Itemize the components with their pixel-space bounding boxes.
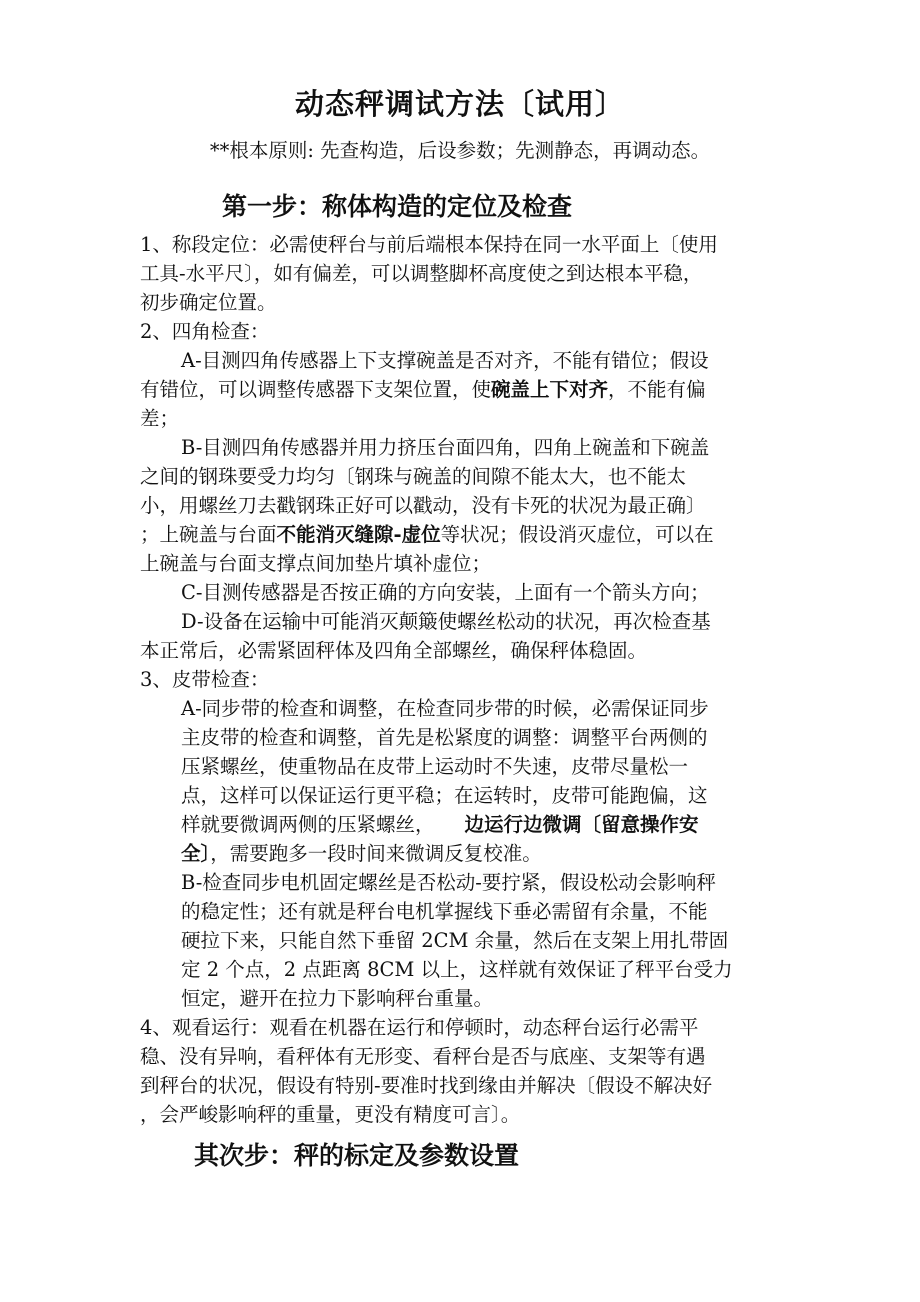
paragraph-line: D-设备在运输中可能消灭颠簸使螺丝松动的状况，再次检查基 xyxy=(181,610,711,633)
emphasis-text: 全〕 xyxy=(181,842,211,865)
paragraph-line: 点，这样可以保证运行更平稳；在运转时，皮带可能跑偏，这 xyxy=(181,784,708,807)
paragraph-line: 恒定，避开在拉力下影响秤台重量。 xyxy=(181,987,494,1010)
paragraph-line: 本正常后，必需紧固秤体及四角全部螺丝，确保秤体稳固。 xyxy=(140,639,648,662)
emphasis-text: 碗盖上下对齐 xyxy=(491,378,609,401)
document-title: 动态秤调试方法〔试用〕 xyxy=(294,87,625,121)
emphasis-text: 不能消灭缝隙-虚位 xyxy=(276,523,441,546)
paragraph-line: ，会严峻影响秤的重量，更没有精度可言〕。 xyxy=(140,1103,521,1126)
paragraph-line: 初步确定位置。 xyxy=(140,291,277,314)
paragraph-line: A-目测四角传感器上下支撑碗盖是否对齐，不能有错位；假设 xyxy=(181,349,709,372)
list-item-heading: 3、皮带检查： xyxy=(140,668,270,691)
paragraph-line: 小，用螺丝刀去戳钢珠正好可以戳动，没有卡死的状况为最正确〕 xyxy=(140,494,706,517)
list-item-heading: 2、四角检查： xyxy=(140,320,270,343)
paragraph-line: A-同步带的检查和调整，在检查同步带的时候，必需保证同步 xyxy=(181,697,709,720)
paragraph-line: 主皮带的检查和调整，首先是松紧度的调整：调整平台两侧的 xyxy=(181,726,708,749)
paragraph-line: 的稳定性；还有就是秤台电机掌握线下垂必需留有余量，不能 xyxy=(181,900,708,923)
paragraph-line: 差； xyxy=(140,407,180,430)
text-run: 有错位，可以调整传感器下支架位置，使 xyxy=(140,378,492,401)
paragraph-line: 稳、没有异响，看秤体有无形变、看秤台是否与底座、支架等有遇 xyxy=(140,1045,706,1068)
paragraph-line: 压紧螺丝，使重物品在皮带上运动时不失速，皮带尽量松一 xyxy=(181,755,689,778)
section-1-heading: 第一步：称体构造的定位及检查 xyxy=(222,192,573,221)
section-2-heading: 其次步：秤的标定及参数设置 xyxy=(194,1141,520,1170)
paragraph-line: 之间的钢珠要受力均匀〔钢珠与碗盖的间隙不能太大，也不能太 xyxy=(140,465,687,488)
text-run: ，需要跑多一段时间来微调反复校准。 xyxy=(210,842,542,865)
text-run: ；上碗盖与台面 xyxy=(140,523,277,546)
paragraph-line: 硬拉下来，只能自然下垂留 2CM 余量，然后在支架上用扎带固 xyxy=(181,929,729,952)
paragraph-line: C-目测传感器是否按正确的方向安装，上面有一个箭头方向； xyxy=(181,581,710,604)
paragraph-line: 工具-水平尺〕，如有偏差，可以调整脚杯高度使之到达根本平稳， xyxy=(140,262,703,285)
paragraph-line: 4、观看运行：观看在机器在运行和停顿时，动态秤台运行必需平 xyxy=(140,1016,699,1039)
paragraph-line: 到秤台的状况，假设有特别-要准时找到缘由并解决〔假设不解决好 xyxy=(140,1074,713,1097)
paragraph-line: 上碗盖与台面支撑点间加垫片填补虚位； xyxy=(140,552,492,575)
basic-principle: **根本原则: 先查构造，后设参数；先测静态，再调动态。 xyxy=(209,139,711,162)
text-run: 样就要微调两侧的压紧螺丝， xyxy=(181,813,435,836)
paragraph-line xyxy=(140,520,714,549)
text-run: 等状况；假设消灭虚位，可以在 xyxy=(440,523,714,546)
paragraph-line: B-检查同步电机固定螺丝是否松动-要拧紧，假设松动会影响秤 xyxy=(181,871,716,894)
text-run: ，不能有偏 xyxy=(608,378,706,401)
paragraph-line: 1、称段定位：必需使秤台与前后端根本保持在同一水平面上〔使用 xyxy=(140,233,718,256)
paragraph-line xyxy=(181,839,542,868)
emphasis-text: 边运行边微调〔留意操作安 xyxy=(464,813,699,836)
paragraph-line: B-目测四角传感器并用力挤压台面四角，四角上碗盖和下碗盖 xyxy=(181,436,710,459)
paragraph-line xyxy=(181,810,699,839)
paragraph-line: 定 2 个点，2 点距离 8CM 以上，这样就有效保证了秤平台受力 xyxy=(181,958,733,981)
paragraph-line xyxy=(140,375,706,404)
